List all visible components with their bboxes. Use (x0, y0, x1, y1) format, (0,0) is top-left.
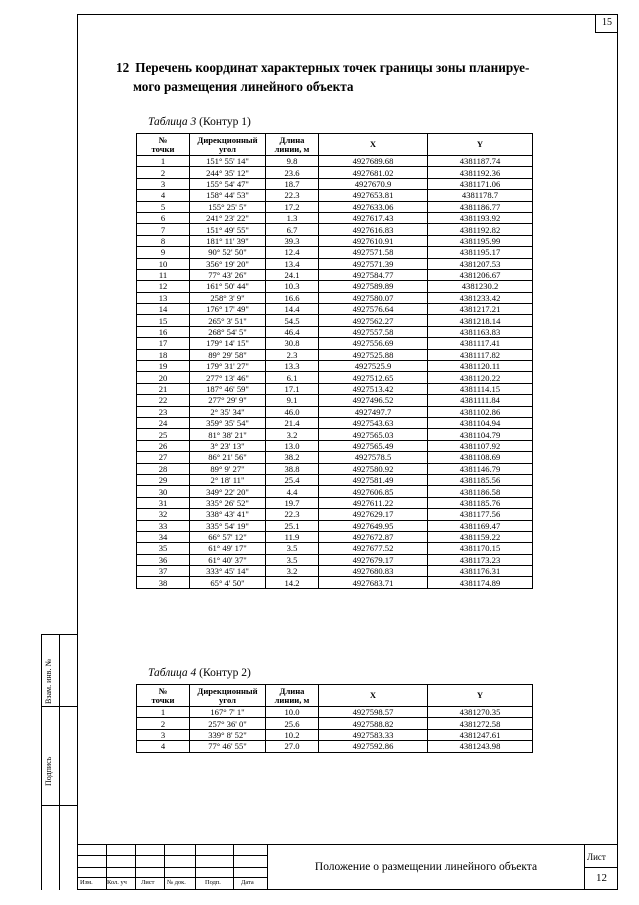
table-row (137, 474, 533, 485)
cell-point: 12 (137, 281, 190, 292)
cell-y: 4381195.17 (428, 247, 533, 258)
cell-x: 4927543.63 (319, 417, 428, 428)
table-row (137, 566, 533, 577)
table-row (137, 201, 533, 212)
cell-x: 4927679.17 (319, 554, 428, 565)
cell-angle: 277° 29' 9" (190, 395, 266, 406)
cell-y: 4381169.47 (428, 520, 533, 531)
cell-length: 25.4 (266, 474, 319, 485)
cell-point: 37 (137, 566, 190, 577)
cell-angle: 349° 22' 20" (190, 486, 266, 497)
cell-y: 4381120.22 (428, 372, 533, 383)
tb-label-kol: Кол. уч (107, 879, 127, 886)
cell-x: 4927576.64 (319, 304, 428, 315)
cell-point: 32 (137, 509, 190, 520)
table-row (137, 452, 533, 463)
cell-point: 31 (137, 497, 190, 508)
cell-x: 4927670.9 (319, 178, 428, 189)
cell-length: 4.4 (266, 486, 319, 497)
cell-length: 10.0 (266, 707, 319, 718)
cell-angle: 3° 23' 13" (190, 440, 266, 451)
cell-x: 4927556.69 (319, 338, 428, 349)
cell-point: 22 (137, 395, 190, 406)
cell-point: 35 (137, 543, 190, 554)
cell-length: 21.4 (266, 417, 319, 428)
cell-angle: 335° 26' 52" (190, 497, 266, 508)
table-row (137, 741, 533, 752)
table-row (137, 707, 533, 718)
cell-y: 4381104.79 (428, 429, 533, 440)
table-row (137, 156, 533, 167)
cell-y: 4381243.98 (428, 741, 533, 752)
table-header-row (137, 685, 533, 707)
cell-angle: 167° 7' 1" (190, 707, 266, 718)
cell-y: 4381104.94 (428, 417, 533, 428)
table-row (137, 463, 533, 474)
document-title: Положение о размещении линейного объекта (267, 844, 585, 890)
cell-x: 4927680.83 (319, 566, 428, 577)
table-row (137, 269, 533, 280)
cell-length: 11.9 (266, 531, 319, 542)
cell-length: 39.3 (266, 235, 319, 246)
cell-angle: 277° 13' 46" (190, 372, 266, 383)
tb-label-list: Лист (141, 879, 155, 886)
cell-y: 4381120.11 (428, 361, 533, 372)
cell-length: 18.7 (266, 178, 319, 189)
cell-x: 4927571.39 (319, 258, 428, 269)
cell-y: 4381117.82 (428, 349, 533, 360)
cell-point: 21 (137, 383, 190, 394)
table-row (137, 224, 533, 235)
cell-y: 4381170.15 (428, 543, 533, 554)
cell-point: 1 (137, 707, 190, 718)
col-y: Y (428, 134, 533, 156)
cell-point: 13 (137, 292, 190, 303)
cell-length: 3.2 (266, 429, 319, 440)
table-row (137, 718, 533, 729)
table-row (137, 440, 533, 451)
table-row (137, 520, 533, 531)
cell-point: 1 (137, 156, 190, 167)
cell-length: 27.0 (266, 741, 319, 752)
tb-label-izm: Изм. (80, 879, 93, 886)
cell-angle: 265° 3' 51" (190, 315, 266, 326)
cell-angle: 2° 35' 34" (190, 406, 266, 417)
cell-length: 13.0 (266, 440, 319, 451)
cell-length: 3.5 (266, 543, 319, 554)
cell-point: 2 (137, 167, 190, 178)
cell-point: 7 (137, 224, 190, 235)
cell-y: 4381178.7 (428, 190, 533, 201)
cell-x: 4927629.17 (319, 509, 428, 520)
cell-point: 20 (137, 372, 190, 383)
cell-length: 24.1 (266, 269, 319, 280)
cell-length: 38.2 (266, 452, 319, 463)
table-row (137, 349, 533, 360)
cell-angle: 65° 4' 50" (190, 577, 266, 588)
table-row (137, 304, 533, 315)
cell-y: 4381111.84 (428, 395, 533, 406)
cell-y: 4381114.15 (428, 383, 533, 394)
cell-x: 4927681.02 (319, 167, 428, 178)
cell-x: 4927633.06 (319, 201, 428, 212)
cell-x: 4927689.68 (319, 156, 428, 167)
top-page-number: 15 (595, 14, 618, 33)
cell-length: 16.6 (266, 292, 319, 303)
table-row (137, 543, 533, 554)
cell-angle: 333° 45' 14" (190, 566, 266, 577)
cell-x: 4927562.27 (319, 315, 428, 326)
table-row (137, 212, 533, 223)
section-heading (116, 58, 596, 96)
cell-x: 4927513.42 (319, 383, 428, 394)
col-x: X (319, 685, 428, 707)
cell-y: 4381230.2 (428, 281, 533, 292)
sheet-number: 12 (596, 872, 607, 884)
cell-x: 4927598.57 (319, 707, 428, 718)
cell-length: 3.5 (266, 554, 319, 565)
coordinates-table-contour-2 (136, 684, 533, 753)
table-row (137, 258, 533, 269)
cell-y: 4381174.89 (428, 577, 533, 588)
cell-point: 11 (137, 269, 190, 280)
side-label-signature: Подпись (44, 756, 53, 786)
cell-y: 4381193.92 (428, 212, 533, 223)
cell-length: 1.3 (266, 212, 319, 223)
cell-angle: 81° 38' 21" (190, 429, 266, 440)
cell-length: 30.8 (266, 338, 319, 349)
cell-point: 2 (137, 718, 190, 729)
table-row (137, 486, 533, 497)
table-row (137, 190, 533, 201)
cell-length: 13.3 (266, 361, 319, 372)
cell-x: 4927557.58 (319, 326, 428, 337)
col-point-number: № точки (137, 685, 190, 707)
table-row (137, 509, 533, 520)
cell-length: 2.3 (266, 349, 319, 360)
cell-point: 34 (137, 531, 190, 542)
cell-length: 17.2 (266, 201, 319, 212)
cell-x: 4927580.07 (319, 292, 428, 303)
cell-y: 4381247.61 (428, 729, 533, 740)
cell-y: 4381187.74 (428, 156, 533, 167)
cell-angle: 151° 55' 14" (190, 156, 266, 167)
cell-point: 4 (137, 741, 190, 752)
cell-angle: 179° 14' 15" (190, 338, 266, 349)
cell-angle: 77° 46' 55" (190, 741, 266, 752)
table3-caption: Таблица 3 (Контур 1) (148, 116, 251, 128)
cell-angle: 2° 18' 11" (190, 474, 266, 485)
cell-angle: 258° 3' 9" (190, 292, 266, 303)
cell-length: 23.6 (266, 167, 319, 178)
cell-angle: 155° 54' 47" (190, 178, 266, 189)
cell-x: 4927565.49 (319, 440, 428, 451)
table-row (137, 554, 533, 565)
table-row (137, 292, 533, 303)
cell-point: 4 (137, 190, 190, 201)
side-label-inventory: Взам. инв. № (44, 658, 53, 704)
cell-point: 26 (137, 440, 190, 451)
cell-point: 14 (137, 304, 190, 315)
table-row (137, 178, 533, 189)
cell-angle: 151° 49' 55" (190, 224, 266, 235)
heading-line-1: Перечень координат характерных точек границы зоны планируе- (135, 60, 530, 75)
cell-angle: 335° 54' 19" (190, 520, 266, 531)
tb-label-doc: № док. (167, 879, 186, 886)
cell-point: 3 (137, 178, 190, 189)
cell-x: 4927496.52 (319, 395, 428, 406)
cell-y: 4381102.86 (428, 406, 533, 417)
cell-angle: 77° 43' 26" (190, 269, 266, 280)
cell-y: 4381270.35 (428, 707, 533, 718)
cell-point: 3 (137, 729, 190, 740)
cell-point: 5 (137, 201, 190, 212)
cell-angle: 61° 40' 37" (190, 554, 266, 565)
cell-x: 4927571.58 (319, 247, 428, 258)
cell-x: 4927653.81 (319, 190, 428, 201)
cell-x: 4927610.91 (319, 235, 428, 246)
cell-angle: 86° 21' 56" (190, 452, 266, 463)
tb-label-data: Дата (241, 879, 254, 886)
cell-angle: 155° 25' 5" (190, 201, 266, 212)
tb-label-podp: Подп. (205, 879, 221, 886)
cell-angle: 338° 43' 41" (190, 509, 266, 520)
cell-x: 4927578.5 (319, 452, 428, 463)
table-row (137, 281, 533, 292)
cell-point: 24 (137, 417, 190, 428)
cell-angle: 181° 11' 39" (190, 235, 266, 246)
cell-x: 4927525.88 (319, 349, 428, 360)
cell-y: 4381171.06 (428, 178, 533, 189)
cell-x: 4927616.83 (319, 224, 428, 235)
col-y: Y (428, 685, 533, 707)
cell-y: 4381107.92 (428, 440, 533, 451)
table-row (137, 395, 533, 406)
cell-point: 8 (137, 235, 190, 246)
cell-y: 4381117.41 (428, 338, 533, 349)
section-number: 12 (116, 60, 130, 75)
cell-length: 19.7 (266, 497, 319, 508)
cell-point: 16 (137, 326, 190, 337)
cell-length: 3.2 (266, 566, 319, 577)
cell-x: 4927606.85 (319, 486, 428, 497)
cell-x: 4927589.89 (319, 281, 428, 292)
cell-length: 9.1 (266, 395, 319, 406)
col-line-length: Длина линии, м (266, 685, 319, 707)
cell-y: 4381176.31 (428, 566, 533, 577)
table-row (137, 235, 533, 246)
cell-x: 4927497.7 (319, 406, 428, 417)
cell-y: 4381159.22 (428, 531, 533, 542)
cell-angle: 339° 8' 52" (190, 729, 266, 740)
cell-angle: 90° 52' 50" (190, 247, 266, 258)
cell-angle: 89° 9' 27" (190, 463, 266, 474)
cell-point: 18 (137, 349, 190, 360)
cell-x: 4927611.22 (319, 497, 428, 508)
cell-point: 15 (137, 315, 190, 326)
cell-y: 4381186.58 (428, 486, 533, 497)
cell-length: 10.2 (266, 729, 319, 740)
cell-point: 17 (137, 338, 190, 349)
table-row (137, 247, 533, 258)
cell-x: 4927592.86 (319, 741, 428, 752)
cell-length: 6.7 (266, 224, 319, 235)
cell-angle: 61° 49' 17" (190, 543, 266, 554)
cell-length: 25.6 (266, 718, 319, 729)
cell-x: 4927581.49 (319, 474, 428, 485)
col-direction-angle: Дирекционный угол (190, 134, 266, 156)
cell-angle: 241° 23' 22" (190, 212, 266, 223)
table-header-row (137, 134, 533, 156)
cell-angle: 66° 57' 12" (190, 531, 266, 542)
cell-angle: 176° 17' 49" (190, 304, 266, 315)
cell-angle: 158° 44' 53" (190, 190, 266, 201)
cell-angle: 179° 31' 27" (190, 361, 266, 372)
cell-x: 4927672.87 (319, 531, 428, 542)
cell-length: 54.5 (266, 315, 319, 326)
cell-y: 4381185.56 (428, 474, 533, 485)
cell-angle: 161° 50' 44" (190, 281, 266, 292)
cell-y: 4381233.42 (428, 292, 533, 303)
cell-length: 14.2 (266, 577, 319, 588)
cell-angle: 187° 46' 59" (190, 383, 266, 394)
table-row (137, 729, 533, 740)
cell-x: 4927649.95 (319, 520, 428, 531)
cell-y: 4381177.56 (428, 509, 533, 520)
cell-length: 46.4 (266, 326, 319, 337)
cell-length: 12.4 (266, 247, 319, 258)
table-row (137, 497, 533, 508)
cell-x: 4927583.33 (319, 729, 428, 740)
cell-point: 25 (137, 429, 190, 440)
cell-x: 4927683.71 (319, 577, 428, 588)
cell-y: 4381185.76 (428, 497, 533, 508)
cell-length: 25.1 (266, 520, 319, 531)
cell-x: 4927565.03 (319, 429, 428, 440)
cell-y: 4381173.23 (428, 554, 533, 565)
table-row (137, 315, 533, 326)
cell-length: 10.3 (266, 281, 319, 292)
cell-point: 9 (137, 247, 190, 258)
cell-angle: 257° 36' 0" (190, 718, 266, 729)
cell-x: 4927617.43 (319, 212, 428, 223)
cell-point: 19 (137, 361, 190, 372)
cell-length: 14.4 (266, 304, 319, 315)
cell-angle: 268° 54' 5" (190, 326, 266, 337)
cell-point: 30 (137, 486, 190, 497)
col-direction-angle: Дирекционный угол (190, 685, 266, 707)
cell-y: 4381206.67 (428, 269, 533, 280)
heading-line-2: мого размещения линейного объекта (133, 79, 354, 94)
cell-point: 6 (137, 212, 190, 223)
cell-length: 22.3 (266, 190, 319, 201)
cell-y: 4381146.79 (428, 463, 533, 474)
table-row (137, 383, 533, 394)
cell-y: 4381195.99 (428, 235, 533, 246)
cell-point: 36 (137, 554, 190, 565)
cell-point: 10 (137, 258, 190, 269)
cell-y: 4381186.77 (428, 201, 533, 212)
cell-y: 4381163.83 (428, 326, 533, 337)
cell-y: 4381192.36 (428, 167, 533, 178)
cell-y: 4381217.21 (428, 304, 533, 315)
cell-length: 22.3 (266, 509, 319, 520)
table-row (137, 417, 533, 428)
table-row (137, 531, 533, 542)
table-row (137, 326, 533, 337)
table-row (137, 406, 533, 417)
cell-angle: 244° 35' 12" (190, 167, 266, 178)
table4-caption: Таблица 4 (Контур 2) (148, 667, 251, 679)
table-row (137, 429, 533, 440)
cell-point: 28 (137, 463, 190, 474)
cell-y: 4381207.53 (428, 258, 533, 269)
table-row (137, 361, 533, 372)
table-row (137, 372, 533, 383)
col-x: X (319, 134, 428, 156)
cell-x: 4927588.82 (319, 718, 428, 729)
cell-x: 4927525.9 (319, 361, 428, 372)
cell-length: 6.1 (266, 372, 319, 383)
cell-y: 4381272.58 (428, 718, 533, 729)
cell-length: 17.1 (266, 383, 319, 394)
cell-length: 46.0 (266, 406, 319, 417)
cell-angle: 89° 29' 58" (190, 349, 266, 360)
title-block (77, 844, 618, 890)
col-line-length: Длина линии, м (266, 134, 319, 156)
cell-point: 27 (137, 452, 190, 463)
table-row (137, 338, 533, 349)
cell-y: 4381192.82 (428, 224, 533, 235)
cell-x: 4927580.92 (319, 463, 428, 474)
col-point-number: № точки (137, 134, 190, 156)
cell-angle: 359° 35' 54" (190, 417, 266, 428)
cell-point: 38 (137, 577, 190, 588)
cell-angle: 356° 19' 20" (190, 258, 266, 269)
cell-point: 23 (137, 406, 190, 417)
cell-x: 4927677.52 (319, 543, 428, 554)
cell-point: 29 (137, 474, 190, 485)
coordinates-table-contour-1 (136, 133, 533, 589)
cell-length: 38.8 (266, 463, 319, 474)
table-row (137, 167, 533, 178)
cell-x: 4927584.77 (319, 269, 428, 280)
cell-length: 9.8 (266, 156, 319, 167)
table-row (137, 577, 533, 588)
cell-point: 33 (137, 520, 190, 531)
cell-y: 4381108.69 (428, 452, 533, 463)
cell-length: 13.4 (266, 258, 319, 269)
cell-y: 4381218.14 (428, 315, 533, 326)
cell-x: 4927512.65 (319, 372, 428, 383)
sheet-label: Лист (587, 852, 606, 862)
